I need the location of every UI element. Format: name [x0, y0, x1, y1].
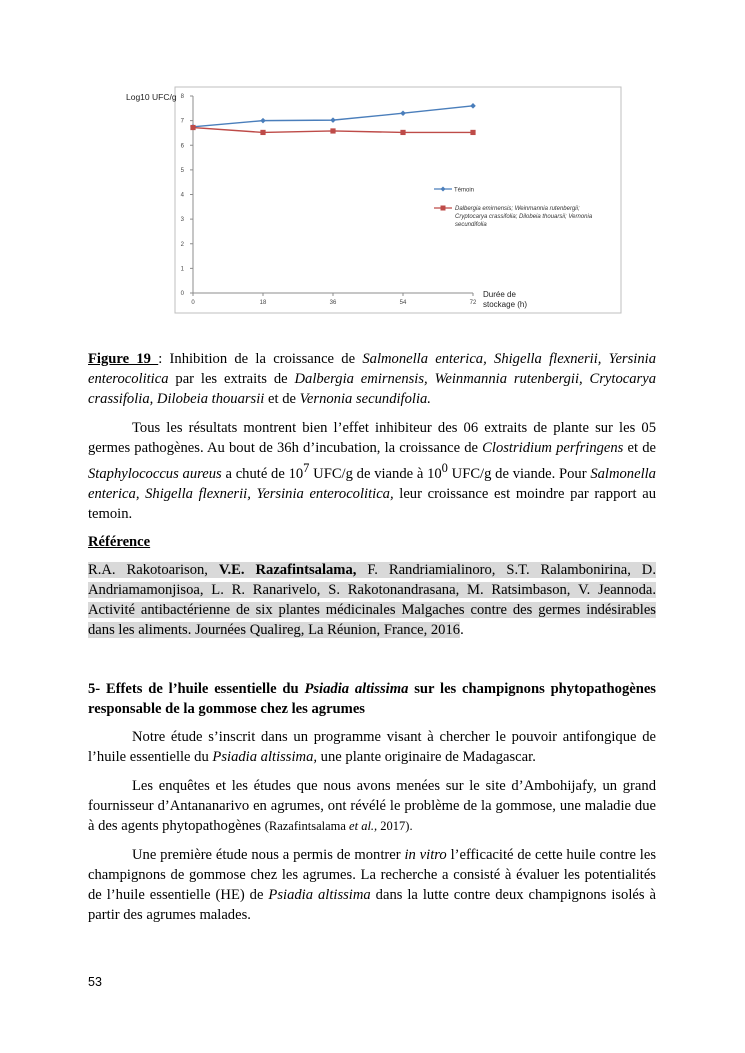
results-organism-sa: Staphylococcus aureus [88, 465, 222, 482]
x-tick-label: 54 [399, 300, 407, 306]
figure-plants-1: Dalbergia emirnensis, Weinmannia rutenbergii, Crytocarya crassifolia, Dilobeia thouarsii [88, 371, 656, 407]
figure-caption-and: et de [264, 391, 300, 407]
figure-label: Figure 19 [88, 351, 159, 367]
results-text-4: UFC/g de viande à 10 [309, 465, 442, 482]
results-paragraph [88, 418, 656, 524]
s5-p2-text: Les enquêtes et les études que nous avons menées sur le site d’Ambohijafy, un grand fournisseur d’Antananarivo en agrumes, ont révélé le problème de la gommose, une maladie due à des agents phytopathogènes [88, 777, 656, 834]
s5-p1-text-a: Notre étude s’inscrit dans un programme visant à chercher le pouvoir antifongique de l’huile essentielle du [88, 728, 656, 765]
x-axis-label-line2: stockage (h) [483, 300, 528, 309]
growth-chart [118, 85, 624, 315]
legend-marker-extracts [441, 206, 446, 211]
data-point-series-1 [260, 130, 265, 135]
results-text-5: UFC/g de viande. Pour [447, 465, 591, 482]
figure-plants-2: Vernonia secundifolia. [299, 391, 431, 407]
results-organism-cp: Clostridium perfringens [482, 440, 624, 456]
section-5-paragraph-1 [88, 727, 656, 767]
legend-label-temoin: Témoin [454, 187, 475, 194]
s5-p1-text-b: une plante originaire de Madagascar. [317, 748, 536, 765]
results-exponent-1: 7 [303, 461, 310, 475]
results-exponent-2: 0 [441, 461, 448, 475]
text-body [88, 349, 656, 925]
reference-entry [88, 560, 656, 640]
section-5-paragraph-2 [88, 776, 656, 836]
data-point-series-1 [470, 130, 475, 135]
growth-chart-svg [118, 85, 624, 315]
results-organisms: Salmonella enterica, Shigella flexnerii, Yersinia enterocolitica, [88, 465, 656, 502]
reference-heading [88, 532, 656, 552]
reference-heading-text: Référence [88, 533, 151, 550]
y-tick-label: 0 [180, 291, 184, 297]
data-point-series-1 [190, 125, 195, 130]
legend-label-extracts-line2: Cryptocarya crassifolia; Dilobeia thouarsii; Vernonia [455, 214, 593, 220]
y-axis-label: Log10 UFC/g [126, 92, 177, 102]
y-tick-label: 5 [180, 167, 184, 174]
s5-p2-citation-1: (Razafintsalama [264, 818, 350, 833]
figure-caption-text: : Inhibition de la croissance de [158, 351, 363, 367]
results-text-2: et de [623, 440, 656, 456]
section-5-heading-italic: Psiadia altissima [304, 680, 409, 697]
s5-p3-italic-2: Psiadia altissima [268, 886, 371, 903]
s5-p3-text-c: dans la lutte contre deux champignons isolés à partir des agrumes malades. [88, 886, 657, 923]
figure-caption [88, 349, 656, 409]
legend-label-extracts-line1: Dalbergia emirnensis; Weinmannia rutenbergii; [455, 206, 580, 212]
section-5-paragraph-3 [88, 845, 656, 925]
x-tick-label: 18 [259, 300, 267, 306]
chart-frame [175, 87, 621, 313]
y-tick-label: 6 [180, 143, 184, 150]
y-tick-label: 8 [180, 94, 184, 100]
s5-p3-text-b: l’efficacité de cette huile contre les champignons de gommose chez les agrumes. La recherche a consisté à évaluer les potentialités de l’huile essentielle (HE) de [88, 846, 656, 903]
y-tick-label: 7 [180, 118, 184, 125]
reference-authors-2: F. Randriamialinoro, S.T. Ralambonirina, D. Andriamamonjisoa, L. R. Ranarivelo, S. Rakotonandrasana, M. Ratsimbason, V. Jeannoda. Activité antibactérienne de six plantes médicinales Malgaches contre des germes indésirables dans les aliments. Journées Qualireg, La Réunion, France, 2016 [88, 561, 656, 638]
section-5-heading [88, 679, 656, 719]
figure-caption-mid: par les extraits de [168, 371, 295, 387]
reference-highlight [88, 562, 656, 638]
y-tick-label: 1 [180, 266, 184, 273]
s5-p1-italic: Psiadia altissima, [212, 748, 318, 765]
s5-p3-text-a: Une première étude nous a permis de montrer [132, 846, 405, 863]
y-tick-label: 2 [180, 241, 184, 248]
x-tick-label: 36 [329, 300, 337, 306]
data-point-series-1 [400, 130, 405, 135]
s5-p3-italic-1: in vitro [404, 846, 447, 863]
page-number: 53 [88, 975, 102, 989]
legend-label-extracts-line3: secundifolia [455, 222, 487, 228]
s5-p2-citation-2: 2017). [377, 818, 413, 833]
reference-author-bold: V.E. Razafintsalama, [218, 561, 357, 578]
results-text-3: a chuté de 10 [221, 465, 304, 482]
y-tick-label: 4 [180, 192, 184, 199]
figure-organisms: Salmonella enterica, Shigella flexnerii, Yersinia enterocolitica [88, 351, 656, 387]
results-text-6: leur croissance est moindre par rapport au temoin. [88, 485, 656, 522]
x-axis-label-line1: Durée de [483, 290, 516, 299]
section-5-heading-1: 5- Effets de l’huile essentielle du [88, 680, 305, 697]
y-tick-label: 3 [180, 217, 184, 224]
x-tick-label: 72 [469, 300, 477, 306]
reference-authors-1: R.A. Rakotoarison, [88, 561, 219, 578]
results-text-1: Tous les résultats montrent bien l’effet inhibiteur des 06 extraits de plante sur les 05 germes pathogènes. Au bout de 36h d’incubation, la croissance de [88, 420, 656, 456]
data-point-series-1 [330, 128, 335, 133]
section-5-heading-2: sur les champignons phytopathogènes responsable de la gommose chez les agrumes [88, 680, 656, 717]
s5-p2-citation [265, 819, 413, 833]
s5-p2-citation-etal: et al., [349, 818, 378, 833]
reference-end: . [460, 621, 464, 638]
x-tick-label: 0 [191, 300, 195, 306]
